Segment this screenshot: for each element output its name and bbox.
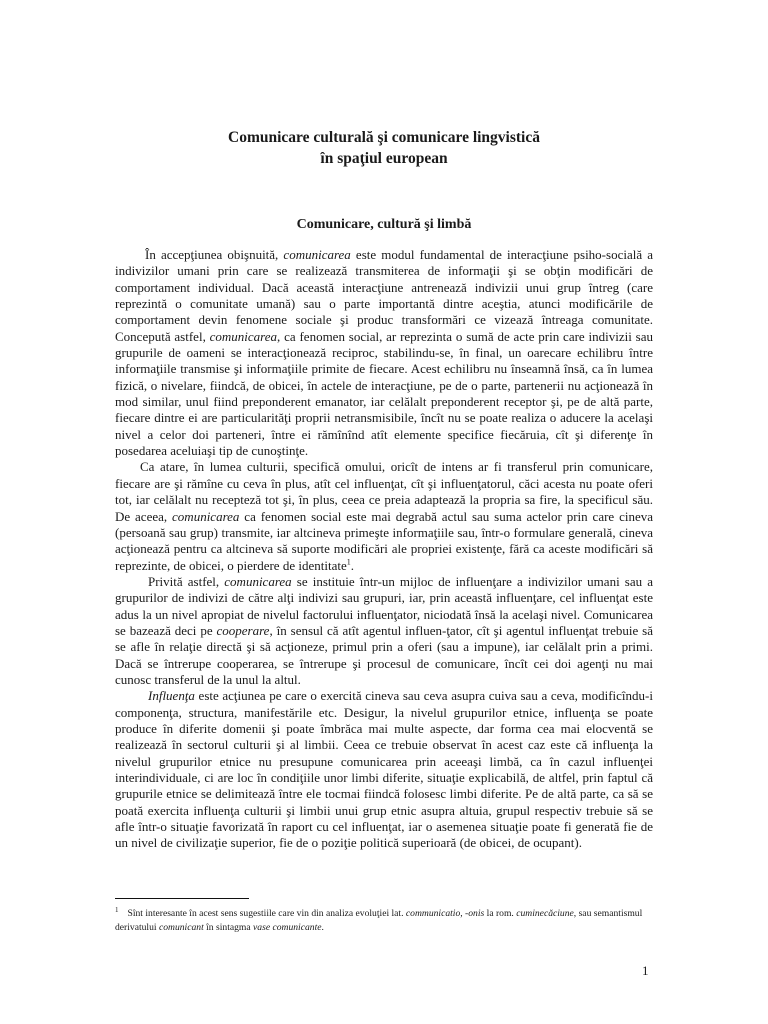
emphasized-text: comunicarea [209,328,278,344]
emphasized-text: comunicarea [224,573,292,589]
paragraph [115,247,653,459]
footnote-reference: 1 [346,557,351,567]
emphasized-text: comunicarea [172,508,240,524]
paragraph [115,574,653,688]
footnote-marker: 1 [115,906,119,914]
footnote [115,903,655,935]
emphasized-text: cuminecăciune [516,908,574,920]
emphasized-text: Influenţa [148,688,195,704]
document-title-line-1: Comunicare culturală şi comunicare lingvistică [228,129,540,146]
paragraph [115,688,653,851]
body-text [115,247,653,852]
text-run: . [321,922,324,934]
text-run: , ca fenomen social, ar reprezinta o sumă de acte prin care indivizii sau grupurile de oameni se interacţionează reciproc, stabilindu-se, în final, un oarecare echilibru între informaţiile transmise şi informaţiile primite de fiecare. Acest echilibru nu înseamnă însă, ca în lumea fizică, o nivelare, fiindcă, de obicei, în actele de interacţiune, pe de o parte, partenerii nu acţionează în mod similar, unul fiind preponderent emanator, iar celălalt preponderent receptor şi, pe de altă parte, fiecare dintre ei are particularităţi proprii netransmisibile, încît nu se poate realiza o aducere la acelaşi nivel a celor doi parteneri, între ei rămînînd atît elemente specifice fiecăruia, cît şi diferenţe în posedarea aceluiaşi tip de cunoştinţe. [115,328,653,459]
emphasized-text: comunicarea [283,247,351,262]
text-run: ca fenomen social este mai degrabă actul sau suma actelor prin care cineva (persoană sau grup) transmite, iar altcineva primeşte informaţiile sau, într-o formulare generală, cineva acţionează pentru ca altcineva să suporte modificări ale propriei existenţe, fără ca aceste modificări să reprezinte, de obicei, o pierdere de identitate [115,508,653,573]
text-run: Ca atare, în lumea culturii, specifică omului, oricît de intens ar fi transferul prin comunicare, fiecare are şi rămîne cu ceva în plus, atît cel influenţat, cît şi influenţatorul, căci acesta nu poate oferi tot, iar celălalt nu recepteză tot şi, în plus, ceea ce preia adaptează la propria sa fire, la specificul său. De aceea, [115,459,653,524]
footnote-separator [115,898,249,899]
text-run: , sau semantismul derivatului [115,908,643,934]
text-run: este acţiunea pe care o exercită cineva sau ceva asupra cuiva sau a ceva, modificîndu-i componenţa, structura, manifestările etc. Desigur, la nivelul grupurilor etnice, influenţa se poate produce în diferite domenii şi poate îmbrăca mai multe aspecte, dar forma cea mai elocventă se realizează în sectorul culturii şi al limbii. Ceea ce trebuie observat în acest caz este că influenţa la nivelul grupurilor etnice nu presupune comunicarea prin aceeaşi limbă, ca în cazul influenţei interindividuale, ci are loc în condiţiile unor limbi diferite, situaţie explicabilă, de altfel, prin faptul că grupurile etnice se delimitează între ele tocmai fiindcă folosesc limbi diferite. Pe de altă parte, ca să se poată exercita influenţa culturii şi limbii unui grup etnic asupra altuia, grupul respectiv trebuie să se afle într-o situaţie favorizată în raport cu cel influenţat, iar o asemenea situaţie poate fi generată fie de un nivel de civilizaţie superior, fie de o poziţie politică superioară (de obicei, de ocupant). [115,688,653,851]
text-run: este modul fundamental de interacţiune psiho-socială a indivizilor umani prin care se realizează transmiterea de informaţii şi se obţin modificări de comportament individual. Dacă această interacţiune antrenează indivizii unui grup întreg (care reprezintă o comunitate umană) sau o parte importantă dintre aceştia, atunci modificările de comportament devin fenomene sociale şi produc transformări ce vizează întreaga comunitate. Concepută astfel, [115,247,653,344]
text-run: se instituie într-un mijloc de influenţare a indivizilor umani sau a grupurilor de indivizi de către alţi indivizi sau grupuri, iar, prin această influenţare, cel influenţat este adus la un nivel apropiat de nivelul factorului influenţator, niciodată însă la acelaşi nivel. Comunicarea se bazează deci pe [115,573,653,638]
emphasized-text: comunicant [158,922,204,934]
document-title-line-2: în spaţiul european [320,150,448,167]
text-run: la rom. [484,908,517,920]
text-run: , în sensul că atît agentul influen-ţator, cît şi agentul influenţat trebuie să se afle în relaţie directă şi să acţioneze, primul prin a oferi (sau a impune), iar celălalt prin a primi. Dacă se întrerupe cooperarea, se întrerupe şi procesul de comunicare, încît cei doi agenţi nu mai cunosc transferul de la unul la altul. [115,622,653,687]
page-number: 1 [642,963,649,978]
footnote-text [115,908,642,933]
text-run: în sintagma [203,922,254,934]
text-run: Privită astfel, [148,573,225,589]
paragraph [115,459,653,573]
text-run: În accepţiunea obişnuită, [145,247,284,262]
section-heading: Comunicare, cultură şi limbă [296,217,472,232]
emphasized-text: vase comunicante [253,922,322,934]
emphasized-text: cooperare [216,622,270,638]
text-run: Sînt interesante în acest sens sugestiile care vin din analiza evoluţiei lat. [127,908,406,920]
emphasized-text: communicatio, -onis [405,908,485,920]
text-run: . [350,557,354,573]
